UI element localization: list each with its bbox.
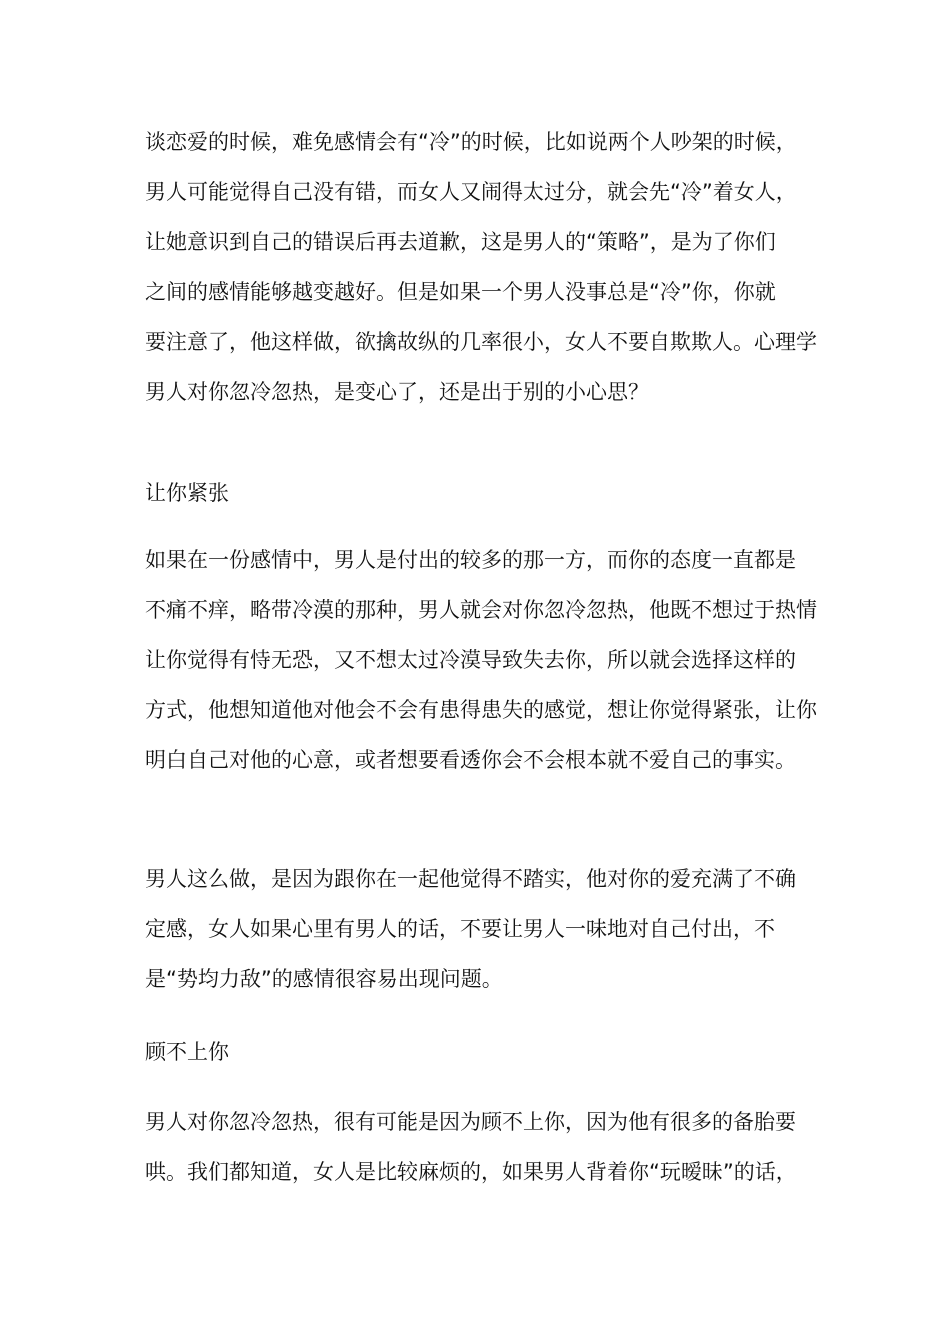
paragraph-3-line-2: 定感，女人如果心里有男人的话，不要让男人一味地对自己付出，不 [145, 917, 775, 941]
paragraph-4-line-2: 哄。我们都知道，女人是比较麻烦的，如果男人背着你“玩暧昧”的话， [145, 1160, 797, 1184]
paragraph-1-line-2: 男人可能觉得自己没有错，而女人又闹得太过分，就会先“冷”着女人， [145, 180, 797, 204]
paragraph-1-line-1: 谈恋爱的时候，难免感情会有“冷”的时候，比如说两个人吵架的时候， [145, 130, 797, 154]
paragraph-3-line-3: 是“势均力敌”的感情很容易出现问题。 [145, 967, 503, 991]
paragraph-1-line-5: 要注意了，他这样做，欲擒故纵的几率很小，女人不要自欺欺人。心理学 [145, 330, 817, 354]
paragraph-2-line-3: 让你觉得有恃无恐，又不想太过冷漠导致失去你，所以就会选择这样的 [145, 648, 796, 672]
paragraph-1-line-3: 让她意识到自己的错误后再去道歉，这是男人的“策略”，是为了你们 [145, 230, 776, 254]
section-heading-cannot-attend-to-you: 顾不上你 [145, 1040, 229, 1064]
paragraph-1-line-4: 之间的感情能够越变越好。但是如果一个男人没事总是“冷”你，你就 [145, 280, 776, 304]
paragraph-2-line-1: 如果在一份感情中，男人是付出的较多的那一方，而你的态度一直都是 [145, 548, 796, 572]
section-heading-make-you-nervous: 让你紧张 [145, 481, 229, 505]
paragraph-1-line-6: 男人对你忽冷忽热，是变心了，还是出于别的小心思？ [145, 380, 649, 404]
paragraph-2-line-2: 不痛不痒，略带冷漠的那种，男人就会对你忽冷忽热，他既不想过于热情 [145, 598, 817, 622]
paragraph-4-line-1: 男人对你忽冷忽热，很有可能是因为顾不上你，因为他有很多的备胎要 [145, 1110, 796, 1134]
paragraph-2-line-5: 明白自己对他的心意，或者想要看透你会不会根本就不爱自己的事实。 [145, 748, 796, 772]
paragraph-2-line-4: 方式，他想知道他对他会不会有患得患失的感觉，想让你觉得紧张，让你 [145, 698, 817, 722]
paragraph-3-line-1: 男人这么做，是因为跟你在一起他觉得不踏实，他对你的爱充满了不确 [145, 867, 796, 891]
